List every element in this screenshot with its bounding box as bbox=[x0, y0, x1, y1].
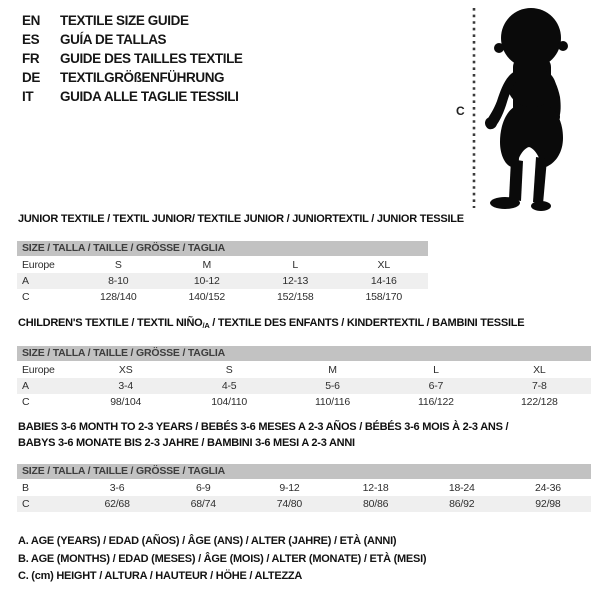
table-row bbox=[17, 289, 428, 305]
table-cell: L bbox=[292, 259, 299, 271]
row-label: C bbox=[22, 396, 30, 408]
table-cell: XS bbox=[118, 364, 133, 376]
table-cell: S bbox=[225, 364, 233, 376]
table-size-header: SIZE / TALLA / TAILLE / GRÖSSE / TAGLIA bbox=[17, 241, 428, 256]
table-cell: L bbox=[433, 364, 439, 376]
table-cell: 68/74 bbox=[190, 498, 216, 510]
junior-size-table bbox=[17, 241, 428, 305]
language-row-fr bbox=[22, 49, 243, 68]
table-cell: 3-6 bbox=[109, 482, 125, 494]
table-cell: 12-13 bbox=[282, 275, 309, 287]
table-cell: 140/152 bbox=[188, 291, 226, 303]
table-cell: 92/98 bbox=[535, 498, 561, 510]
table-cell: M bbox=[202, 259, 212, 271]
table-row bbox=[17, 362, 591, 378]
table-cell: 7-8 bbox=[532, 380, 547, 392]
children-size-table bbox=[17, 346, 591, 410]
title-subscript: /A bbox=[202, 321, 210, 330]
language-row-it bbox=[22, 87, 243, 106]
language-code: IT bbox=[22, 89, 34, 104]
language-code: ES bbox=[22, 32, 40, 47]
table-cell: S bbox=[114, 259, 122, 271]
table-row bbox=[17, 257, 428, 273]
row-label: C bbox=[22, 498, 30, 510]
table-cell: 110/116 bbox=[315, 396, 351, 408]
legend-line-age-years: A. AGE (YEARS) / EDAD (AÑOS) / ÂGE (ANS) / ALTER (JAHRE) / ETÀ (ANNI) bbox=[18, 535, 397, 547]
table-cell: 116/122 bbox=[418, 396, 454, 408]
baby-silhouette-icon bbox=[481, 4, 581, 214]
table-cell: 8-10 bbox=[108, 275, 129, 287]
table-cell: 5-6 bbox=[325, 380, 340, 392]
table-cell: 80/86 bbox=[362, 498, 389, 510]
babies-size-table bbox=[17, 464, 591, 512]
row-label: Europe bbox=[22, 259, 55, 271]
row-label: Europe bbox=[22, 364, 55, 376]
section-title-children bbox=[18, 316, 524, 334]
table-cell: 74/80 bbox=[276, 498, 303, 510]
legend-line-age-months: B. AGE (MONTHS) / EDAD (MESES) / ÂGE (MOIS) / ALTER (MONATE) / ETÀ (MESI) bbox=[18, 552, 427, 565]
row-label: C bbox=[22, 291, 30, 303]
title-line-2: BABYS 3-6 MONATE BIS 2-3 JAHRE / BAMBINI 3-6 MESI A 2-3 ANNI bbox=[18, 436, 355, 449]
language-row-en bbox=[22, 11, 243, 30]
language-code: FR bbox=[22, 51, 40, 66]
language-label: GUIDA ALLE TAGLIE TESSILI bbox=[60, 89, 239, 104]
table-cell: 9-12 bbox=[279, 482, 300, 494]
language-title-block bbox=[22, 11, 243, 106]
table-cell: M bbox=[328, 364, 337, 376]
table-row bbox=[17, 378, 591, 394]
language-code: DE bbox=[22, 70, 40, 85]
table-row bbox=[17, 480, 591, 496]
language-label: GUIDE DES TAILLES TEXTILE bbox=[60, 51, 243, 66]
title-text: CHILDREN'S TEXTILE / TEXTIL NIÑO bbox=[18, 317, 203, 329]
language-label: GUÍA DE TALLAS bbox=[60, 32, 167, 47]
table-cell: 4-5 bbox=[221, 380, 237, 392]
table-cell: 122/128 bbox=[521, 396, 558, 408]
table-cell: 24-36 bbox=[535, 482, 561, 494]
table-row bbox=[17, 394, 591, 410]
table-cell: 98/104 bbox=[110, 396, 142, 408]
table-cell: XL bbox=[533, 364, 546, 376]
row-label: B bbox=[22, 482, 29, 494]
table-row bbox=[17, 496, 591, 512]
row-label: A bbox=[22, 380, 29, 392]
table-cell: 10-12 bbox=[193, 275, 220, 287]
table-cell: 18-24 bbox=[448, 482, 475, 494]
section-title-junior: JUNIOR TEXTILE / TEXTIL JUNIOR/ TEXTILE JUNIOR / JUNIORTEXTIL / JUNIOR TESSILE bbox=[18, 213, 464, 225]
table-cell: 158/170 bbox=[365, 291, 403, 303]
section-title-babies bbox=[18, 420, 508, 451]
language-label: TEXTILGRÖßENFÜHRUNG bbox=[60, 70, 225, 85]
language-label: TEXTILE SIZE GUIDE bbox=[60, 13, 189, 28]
language-row-es bbox=[22, 30, 243, 49]
table-cell: 12-18 bbox=[362, 482, 389, 494]
row-label: A bbox=[22, 275, 29, 287]
table-cell: 104/110 bbox=[211, 396, 247, 408]
table-size-header: SIZE / TALLA / TAILLE / GRÖSSE / TAGLIA bbox=[17, 464, 591, 479]
table-cell: XL bbox=[377, 259, 390, 271]
height-measure-dotted-line bbox=[470, 8, 478, 208]
table-cell: 62/68 bbox=[104, 498, 130, 510]
table-row bbox=[17, 273, 428, 289]
table-cell: 6-9 bbox=[195, 482, 211, 494]
table-cell: 6-7 bbox=[428, 380, 444, 392]
language-code: EN bbox=[22, 13, 40, 28]
language-row-de bbox=[22, 68, 243, 87]
table-cell: 128/140 bbox=[99, 291, 137, 303]
measure-label-c: C bbox=[456, 104, 465, 118]
legend-line-height: C. (cm) HEIGHT / ALTURA / HAUTEUR / HÖHE / ALTEZZA bbox=[18, 570, 303, 582]
table-cell: 152/158 bbox=[276, 291, 314, 303]
table-size-header: SIZE / TALLA / TAILLE / GRÖSSE / TAGLIA bbox=[17, 346, 591, 361]
table-cell: 86/92 bbox=[449, 498, 475, 510]
title-line-1: BABIES 3-6 MONTH TO 2-3 YEARS / BEBÉS 3-6 MESES A 2-3 AÑOS / BÉBÉS 3-6 MOIS À 2-3 ANS / bbox=[18, 421, 509, 433]
table-cell: 3-4 bbox=[118, 380, 133, 392]
title-text: / TEXTILE DES ENFANTS / KINDERTEXTIL / BAMBINI TESSILE bbox=[209, 317, 525, 329]
table-cell: 14-16 bbox=[370, 275, 397, 287]
measurement-legend bbox=[18, 533, 426, 586]
